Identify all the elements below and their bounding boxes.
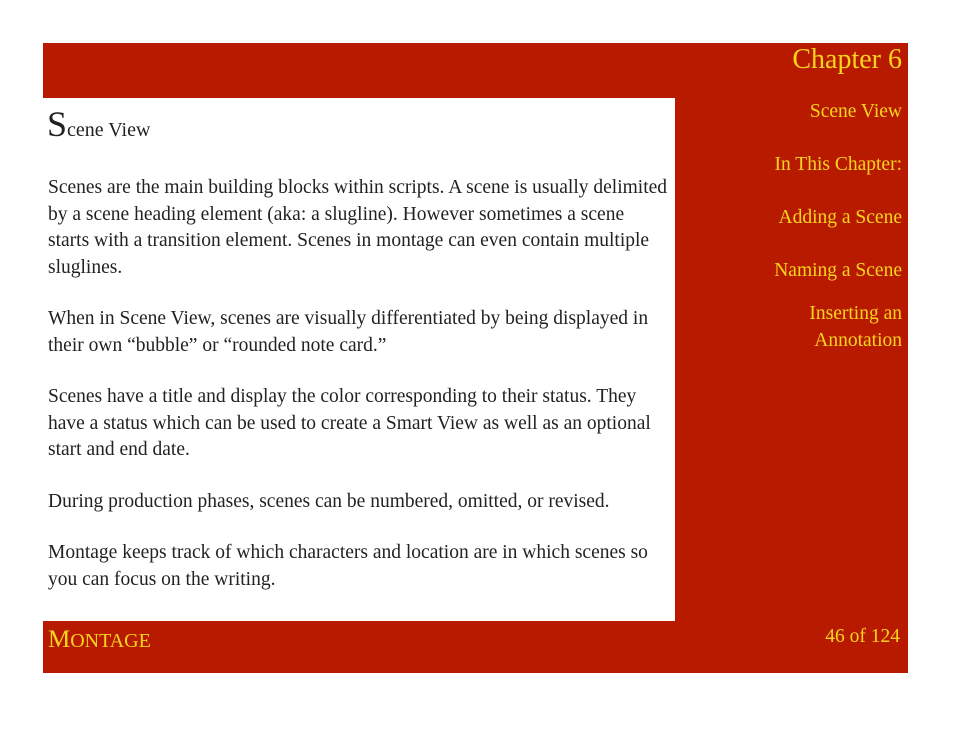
nav-link-naming-a-scene[interactable]: Naming a Scene: [774, 260, 902, 281]
body-text: [48, 175, 670, 618]
page-counter: 46 of 124: [825, 626, 900, 647]
paragraph-3: Scenes have a title and display the color corresponding to their status. They have a status which can be used to create a Smart View as well as an optional start and end date.: [48, 386, 651, 460]
heading-rest: cene View: [67, 119, 151, 141]
chapter-title: Chapter 6: [792, 44, 902, 75]
nav-link-line-1: Inserting an: [809, 303, 902, 324]
nav-link-adding-a-scene[interactable]: Adding a Scene: [778, 207, 902, 228]
nav-link-scene-view[interactable]: Scene View: [809, 101, 902, 122]
content-panel: [43, 98, 675, 621]
brand-rest: ONTAGE: [70, 630, 151, 652]
paragraph-4: During production phases, scenes can be numbered, omitted, or revised.: [48, 490, 610, 512]
slide-frame: [43, 43, 908, 673]
heading-initial: S: [47, 104, 68, 144]
brand-initial: M: [48, 626, 71, 653]
paragraph-5: Montage keeps track of which characters and location are in which scenes so you can focus on the writing.: [48, 542, 648, 590]
nav-label-in-this-chapter: In This Chapter:: [774, 154, 902, 175]
nav-link-inserting-an-annotation[interactable]: [809, 301, 902, 354]
nav-link-line-2: Annotation: [814, 329, 902, 351]
paragraph-2: When in Scene View, scenes are visually differentiated by being displayed in their own “bubble” or “rounded note card.”: [48, 308, 649, 356]
brand-logo: [48, 626, 151, 654]
section-heading: [47, 106, 150, 142]
paragraph-1: Scenes are the main building blocks within scripts. A scene is usually delimited by a scene heading element (aka: a slugline). However sometimes a scene starts with a transition element. Scenes in montage can even contain multiple sluglines.: [48, 177, 668, 278]
